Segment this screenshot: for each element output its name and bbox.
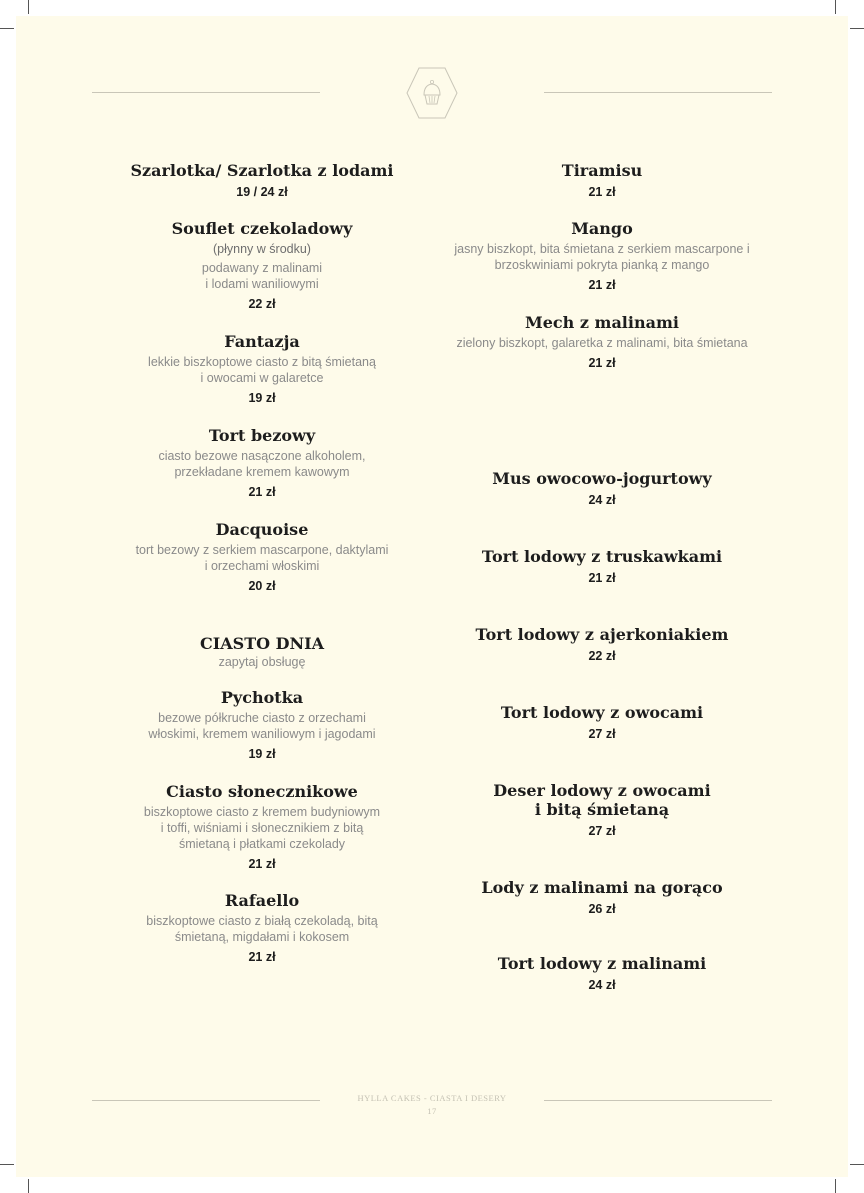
item-name: Tort lodowy z ajerkoniakiem [475, 625, 729, 644]
menu-item [432, 469, 772, 508]
item-description: ciasto bezowe nasączone alkoholem, przekładane kremem kawowym [158, 449, 366, 479]
menu-item [112, 520, 412, 594]
item-price: 21 zł [588, 185, 616, 199]
menu-item [112, 634, 412, 670]
crop-mark [835, 1179, 836, 1193]
item-price: 27 zł [588, 824, 616, 838]
item-name: Ciasto słonecznikowe [166, 782, 358, 801]
crop-mark [28, 0, 29, 14]
menu-item [432, 781, 772, 839]
item-price: 21 zł [248, 485, 276, 499]
item-name: Mango [571, 219, 633, 238]
item-name: Tort bezowy [208, 426, 316, 445]
right-column [432, 0, 772, 1193]
item-name: Szarlotka/ Szarlotka z lodami [130, 161, 394, 180]
item-name: Tort lodowy z owocami [500, 703, 704, 722]
item-price: 22 zł [248, 297, 276, 311]
item-description: bezowe półkruche ciasto z orzechami włoskimi, kremem waniliowym i jagodami [148, 711, 376, 741]
crop-mark [0, 1164, 14, 1165]
item-price: 21 zł [588, 356, 616, 370]
menu-item [112, 219, 412, 312]
item-description: lekkie biszkoptowe ciasto z bitą śmietaną i owocami w galaretce [148, 355, 376, 385]
menu-item [432, 878, 772, 917]
menu-item [112, 332, 412, 406]
item-price: 27 zł [588, 727, 616, 741]
menu-item [112, 161, 412, 200]
item-name: Souflet czekoladowy [171, 219, 353, 238]
item-price: 20 zł [248, 579, 276, 593]
item-price: 21 zł [248, 950, 276, 964]
item-price: 19 zł [248, 747, 276, 761]
item-note: (płynny w środku) [213, 242, 311, 256]
left-column [112, 0, 412, 1193]
item-name: Tort lodowy z malinami [497, 954, 707, 973]
item-price: 24 zł [588, 493, 616, 507]
item-price: 22 zł [588, 649, 616, 663]
item-price: 19 / 24 zł [236, 185, 288, 199]
crop-mark [835, 0, 836, 14]
item-name: Rafaello [224, 891, 300, 910]
item-name: Dacquoise [215, 520, 309, 539]
item-description: biszkoptowe ciasto z białą czekoladą, bitą śmietaną, migdałami i kokosem [146, 914, 378, 944]
item-price: 24 zł [588, 978, 616, 992]
item-name: Deser lodowy z owocami i bitą śmietaną [493, 781, 711, 819]
item-description: zapytaj obsługę [218, 655, 306, 669]
menu-item [432, 313, 772, 371]
menu-item [112, 782, 412, 872]
item-description: biszkoptowe ciasto z kremem budyniowym i toffi, wiśniami i słonecznikiem z bitą śmietaną i płatkami czekolady [143, 805, 381, 851]
crop-mark [0, 28, 14, 29]
item-name: Mech z malinami [525, 313, 679, 332]
menu-item [112, 688, 412, 762]
menu-item [432, 219, 772, 293]
item-name: Tiramisu [561, 161, 643, 180]
menu-item [432, 703, 772, 742]
item-price: 26 zł [588, 902, 616, 916]
item-name: Mus owocowo-jogurtowy [492, 469, 712, 488]
item-name: CIASTO DNIA [200, 634, 324, 653]
item-price: 21 zł [588, 278, 616, 292]
crop-mark [28, 1179, 29, 1193]
item-name: Fantazja [224, 332, 300, 351]
item-price: 19 zł [248, 391, 276, 405]
menu-item [112, 891, 412, 965]
menu-item [432, 547, 772, 586]
item-description: zielony biszkopt, galaretka z malinami, bita śmietana [456, 336, 748, 350]
crop-mark [850, 28, 864, 29]
menu-item [432, 625, 772, 664]
item-price: 21 zł [588, 571, 616, 585]
item-name: Lody z malinami na gorąco [481, 878, 723, 897]
menu-item [432, 954, 772, 993]
item-description: tort bezowy z serkiem mascarpone, daktylami i orzechami włoskimi [135, 543, 389, 573]
crop-mark [850, 1164, 864, 1165]
footer-title: HYLLA CAKES - CIASTA I DESERY [357, 1093, 507, 1103]
page-number: 17 [427, 1106, 437, 1116]
menu-item [112, 426, 412, 500]
menu-item [432, 161, 772, 200]
item-description: podawany z malinami i lodami waniliowymi [201, 261, 323, 291]
item-price: 21 zł [248, 857, 276, 871]
item-name: Pychotka [220, 688, 304, 707]
item-name: Tort lodowy z truskawkami [481, 547, 723, 566]
item-description: jasny biszkopt, bita śmietana z serkiem mascarpone i brzoskwiniami pokryta pianką z mango [454, 242, 750, 272]
